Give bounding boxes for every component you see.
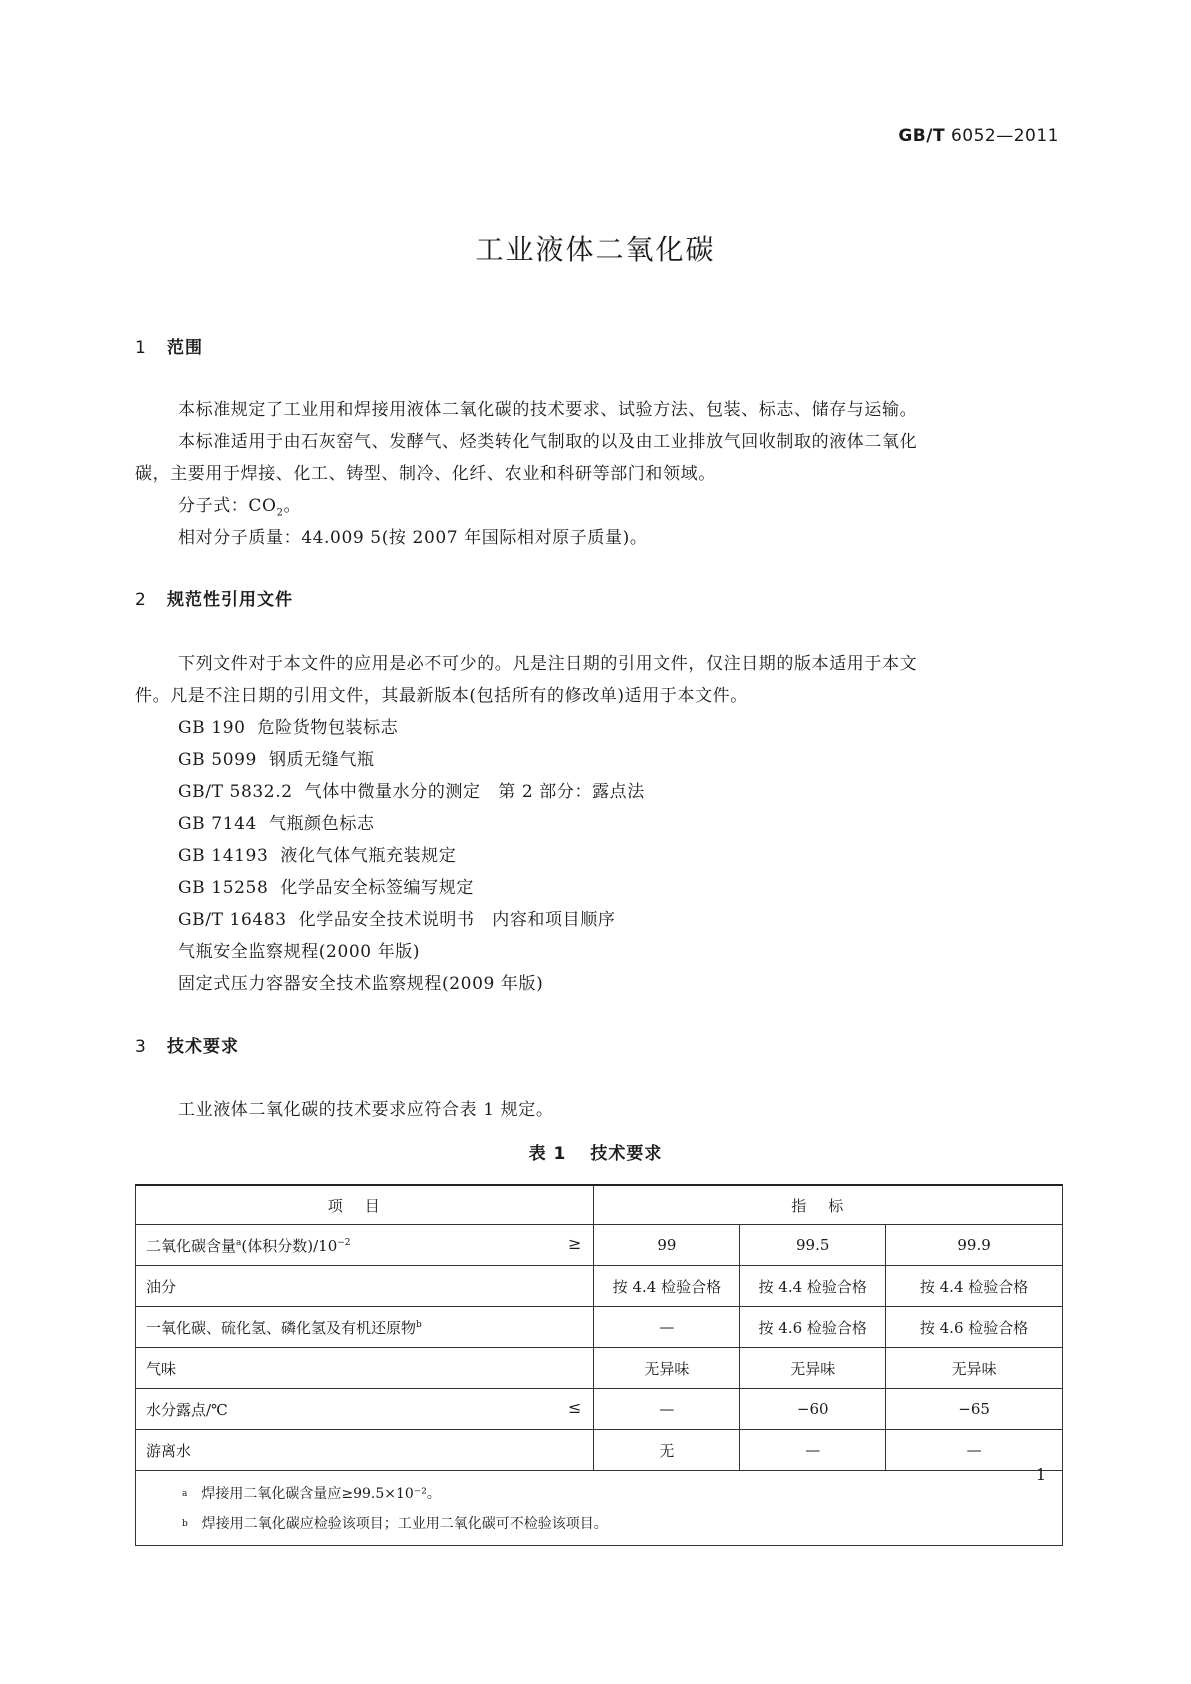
paragraph: 本标准规定了工业用和焊接用液体二氧化碳的技术要求、试验方法、包装、标志、储存与运输。 — [178, 400, 918, 420]
row-item: 气味 — [136, 1348, 594, 1389]
table-note: $^b$ 焊接用二氧化碳应检验该项目；工业用二氧化碳可不检验该项目。 — [182, 1516, 608, 1532]
cell-value: — — [886, 1430, 1063, 1471]
document-title: 工业液体二氧化碳 — [475, 233, 716, 266]
formula: CO — [248, 496, 277, 516]
reference-item: GB 7144 气瓶颜色标志 — [178, 814, 375, 834]
table-row — [136, 1266, 1063, 1307]
row-item: 油分 — [136, 1266, 594, 1307]
paragraph: 下列文件对于本文件的应用是必不可少的。凡是注日期的引用文件，仅注日期的版本适用于本文 — [178, 654, 918, 674]
reference-item: GB 15258 化学品安全标签编写规定 — [178, 878, 474, 898]
formula-end: 。 — [283, 496, 302, 516]
comparison-symbol: ≤ — [568, 1398, 582, 1417]
paragraph: 本标准适用于由石灰窑气、发酵气、烃类转化气制取的以及由工业排放气回收制取的液体二氧化 — [178, 432, 918, 452]
cell-value: — — [594, 1389, 740, 1430]
cell-value: 无异味 — [886, 1348, 1063, 1389]
formula-subscript: 2 — [276, 507, 284, 519]
cell-value: 按 4.4 检验合格 — [740, 1266, 886, 1307]
column-header-value: 指标 — [594, 1185, 1063, 1225]
cell-value: — — [594, 1307, 740, 1348]
reference-item: GB/T 16483 化学品安全技术说明书 内容和项目顺序 — [178, 910, 616, 930]
cell-value: 99 — [594, 1225, 740, 1266]
table-note: $^a$ 焊接用二氧化碳含量应≥99.5×10⁻²。 — [182, 1486, 441, 1502]
cell-value: 按 4.4 检验合格 — [886, 1266, 1063, 1307]
table-notes-row — [136, 1471, 1063, 1546]
table-caption — [0, 1139, 1191, 1164]
section-number: 2 — [135, 590, 147, 610]
table-row — [136, 1225, 1063, 1266]
section-title: 范围 — [167, 338, 203, 358]
cell-value: — — [740, 1430, 886, 1471]
table-row — [136, 1307, 1063, 1348]
formula-label: 分子式： — [178, 496, 249, 516]
cell-value: 无异味 — [594, 1348, 740, 1389]
cell-value: 按 4.4 检验合格 — [594, 1266, 740, 1307]
table-row — [136, 1389, 1063, 1430]
standard-code — [898, 126, 1059, 146]
cell-value: 无 — [594, 1430, 740, 1471]
paragraph-continued: 件。凡是不注日期的引用文件，其最新版本(包括所有的修改单)适用于本文件。 — [135, 686, 748, 706]
section-2-heading — [135, 585, 293, 610]
table-title: 技术要求 — [590, 1144, 663, 1164]
cell-value: 无异味 — [740, 1348, 886, 1389]
reference-item: GB 5099 钢质无缝气瓶 — [178, 750, 375, 770]
row-item: 二氧化碳含量$^a$(体积分数)$/10^{-2}$ ≥ — [136, 1225, 594, 1266]
standard-code-prefix: GB/T — [898, 126, 946, 146]
cell-value: −65 — [886, 1389, 1063, 1430]
paragraph-continued: 碳，主要用于焊接、化工、铸型、制冷、化纤、农业和科研等部门和领域。 — [135, 464, 716, 484]
column-header-item: 项目 — [136, 1185, 594, 1225]
section-title: 规范性引用文件 — [167, 590, 293, 610]
table-notes — [136, 1471, 1063, 1546]
cell-value: 99.9 — [886, 1225, 1063, 1266]
technical-requirements-table — [135, 1184, 1063, 1546]
reference-item: GB 14193 液化气体气瓶充装规定 — [178, 846, 457, 866]
cell-value: 按 4.6 检验合格 — [740, 1307, 886, 1348]
paragraph: 工业液体二氧化碳的技术要求应符合表 1 规定。 — [178, 1100, 554, 1120]
row-item: 一氧化碳、硫化氢、磷化氢及有机还原物$^b$ — [136, 1307, 594, 1348]
table-header-row — [136, 1185, 1063, 1225]
page-number: 1 — [1035, 1465, 1046, 1484]
cell-value: −60 — [740, 1389, 886, 1430]
table-number: 表 1 — [528, 1144, 567, 1164]
section-title: 技术要求 — [167, 1037, 239, 1057]
section-3-heading — [135, 1032, 239, 1057]
table-row — [136, 1348, 1063, 1389]
table-row — [136, 1430, 1063, 1471]
section-1-heading — [135, 333, 203, 358]
reference-item: GB 190 危险货物包装标志 — [178, 718, 399, 738]
section-number: 1 — [135, 338, 147, 358]
molecular-mass: 相对分子质量：44.009 5(按 2007 年国际相对原子质量)。 — [178, 528, 648, 548]
standard-code-number: 6052—2011 — [950, 126, 1059, 146]
reference-item: 固定式压力容器安全技术监察规程(2009 年版) — [178, 974, 544, 994]
reference-item: GB/T 5832.2 气体中微量水分的测定 第 2 部分：露点法 — [178, 782, 645, 802]
row-item: 水分露点/℃ ≤ — [136, 1389, 594, 1430]
molecular-formula — [178, 491, 301, 518]
cell-value: 按 4.6 检验合格 — [886, 1307, 1063, 1348]
section-number: 3 — [135, 1037, 147, 1057]
reference-item: 气瓶安全监察规程(2000 年版) — [178, 942, 421, 962]
row-item: 游离水 — [136, 1430, 594, 1471]
comparison-symbol: ≥ — [568, 1234, 582, 1253]
cell-value: 99.5 — [740, 1225, 886, 1266]
